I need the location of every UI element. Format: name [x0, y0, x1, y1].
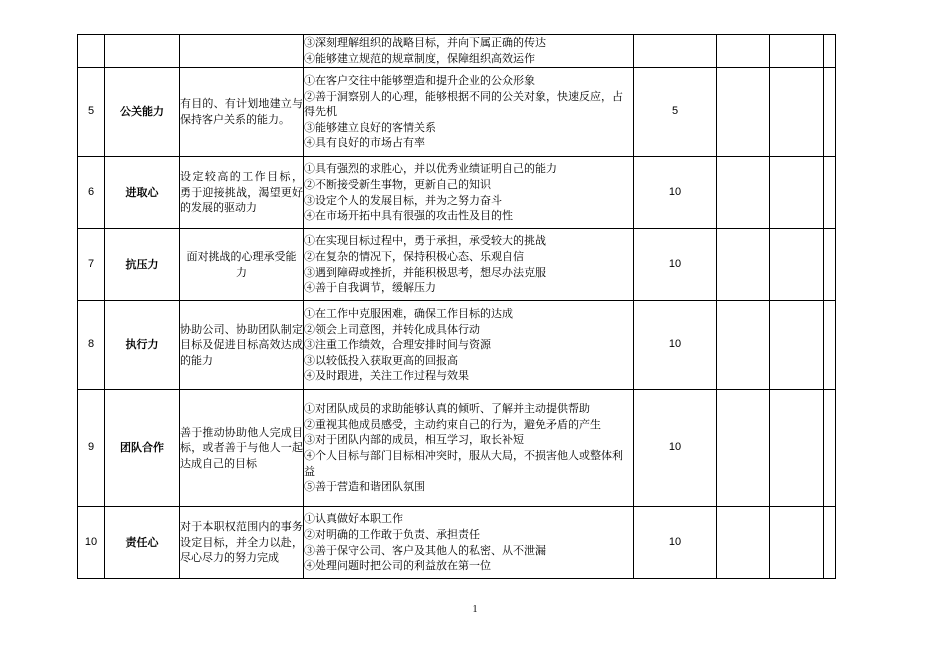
ability-definition: 协助公司、协助团队制定目标及促进目标高效达成的能力: [180, 301, 304, 390]
empty-cell: [717, 507, 770, 579]
criteria-cell: [304, 507, 634, 579]
criteria-item: ②善于洞察别人的心理，能够根据不同的公关对象，快速反应，占得先机: [304, 89, 623, 119]
empty-cell: [824, 157, 836, 229]
empty-cell: [824, 390, 836, 507]
criteria-item: ②领会上司意图，并转化成具体行动: [304, 322, 480, 336]
ability-definition: 面对挑战的心理承受能力: [180, 229, 304, 301]
score-cell: 10: [634, 507, 717, 579]
criteria-item: ③善于保守公司、客户及其他人的私密、从不泄漏: [304, 543, 546, 557]
empty-cell: [717, 390, 770, 507]
criteria-item: ④具有良好的市场占有率: [304, 136, 425, 150]
criteria-cell: [304, 229, 634, 301]
empty-cell: [770, 507, 824, 579]
criteria-item: ①在工作中克服困难，确保工作目标的达成: [304, 307, 513, 321]
table-row: [78, 229, 836, 301]
table-row: [78, 301, 836, 390]
row-number: 9: [78, 390, 105, 507]
evaluation-table: [77, 34, 836, 579]
table-row: [78, 157, 836, 229]
empty-cell: [824, 301, 836, 390]
score-cell: 10: [634, 157, 717, 229]
criteria-item: ②对明确的工作敢于负责、承担责任: [304, 527, 480, 541]
criteria-item: ①对团队成员的求助能够认真的倾听、了解并主动提供帮助: [304, 402, 590, 416]
criteria-item: ①具有强烈的求胜心，并以优秀业绩证明自己的能力: [304, 162, 557, 176]
criteria-cell: [304, 390, 634, 507]
criteria-item: ③设定个人的发展目标，并为之努力奋斗: [304, 193, 502, 207]
criteria-item: ③能够建立良好的客情关系: [304, 120, 436, 134]
criteria-item: ①在客户交往中能够塑造和提升企业的公众形象: [304, 74, 535, 88]
table-row: [78, 68, 836, 157]
criteria-item: ④处理问题时把公司的利益放在第一位: [304, 559, 491, 573]
row-number: 8: [78, 301, 105, 390]
empty-cell: [770, 68, 824, 157]
table-row: [78, 390, 836, 507]
row-number: 5: [78, 68, 105, 157]
criteria-item: ③遇到障碍或挫折，并能积极思考，想尽办法克服: [304, 265, 546, 279]
criteria-item: ①认真做好本职工作: [304, 512, 403, 526]
empty-cell: [717, 35, 770, 68]
criteria-item: ④及时跟进，关注工作过程与效果: [304, 369, 469, 383]
criteria-item: ③注重工作绩效，合理安排时间与资源: [304, 338, 491, 352]
criteria-item: ③以较低投入获取更高的回报高: [304, 353, 458, 367]
score-cell: 10: [634, 229, 717, 301]
criteria-cell: [304, 35, 634, 68]
row-number: 7: [78, 229, 105, 301]
empty-cell: [824, 35, 836, 68]
empty-cell: [770, 390, 824, 507]
empty-cell: [717, 229, 770, 301]
empty-cell: [717, 157, 770, 229]
ability-definition: 有目的、有计划地建立与保持客户关系的能力。: [180, 68, 304, 157]
ability-definition: 善于推动协助他人完成目标，或者善于与他人一起达成自己的目标: [180, 390, 304, 507]
empty-cell: [824, 229, 836, 301]
empty-cell: [770, 229, 824, 301]
empty-cell: [717, 301, 770, 390]
row-number: [78, 35, 105, 68]
score-cell: 10: [634, 390, 717, 507]
criteria-item: ③对于团队内部的成员，相互学习，取长补短: [304, 433, 524, 447]
criteria-cell: [304, 68, 634, 157]
criteria-item: ①在实现目标过程中，勇于承担，承受较大的挑战: [304, 234, 546, 248]
empty-cell: [770, 301, 824, 390]
criteria-item: ④个人目标与部门目标相冲突时，服从大局，不损害他人或整体利益: [304, 449, 623, 478]
criteria-item: ②重视其他成员感受，主动约束自己的行为，避免矛盾的产生: [304, 417, 601, 431]
ability-name: 抗压力: [105, 229, 180, 301]
empty-cell: [824, 68, 836, 157]
criteria-item: ③深刻理解组织的战略目标，并向下属正确的传达: [304, 36, 546, 50]
criteria-item: ②在复杂的情况下，保持积极心态、乐观自信: [304, 249, 524, 263]
ability-name: [105, 35, 180, 68]
criteria-item: ④能够建立规范的规章制度，保障组织高效运作: [304, 52, 535, 65]
score-cell: 10: [634, 301, 717, 390]
ability-name: 进取心: [105, 157, 180, 229]
table-row: [78, 507, 836, 579]
ability-name: 责任心: [105, 507, 180, 579]
row-number: 10: [78, 507, 105, 579]
ability-name: 执行力: [105, 301, 180, 390]
ability-name: 团队合作: [105, 390, 180, 507]
page-number: 1: [472, 604, 478, 615]
criteria-item: ④在市场开拓中具有很强的攻击性及目的性: [304, 209, 513, 223]
empty-cell: [824, 507, 836, 579]
score-cell: 5: [634, 68, 717, 157]
criteria-item: ④善于自我调节，缓解压力: [304, 281, 436, 295]
ability-name: 公关能力: [105, 68, 180, 157]
score-cell: [634, 35, 717, 68]
ability-definition: 设定较高的工作目标， 勇于迎接挑战，渴望更好的发展的驱动力: [180, 157, 304, 229]
criteria-item: ②不断接受新生事物，更新自己的知识: [304, 177, 491, 191]
empty-cell: [717, 68, 770, 157]
criteria-cell: [304, 157, 634, 229]
row-number: 6: [78, 157, 105, 229]
ability-definition: 对于本职权范围内的事务设定目标，并全力以赴，尽心尽力的努力完成: [180, 507, 304, 579]
criteria-cell: [304, 301, 634, 390]
table-row: [78, 35, 836, 68]
ability-definition: [180, 35, 304, 68]
empty-cell: [770, 35, 824, 68]
criteria-item: ⑤善于营造和谐团队氛围: [304, 480, 425, 494]
empty-cell: [770, 157, 824, 229]
